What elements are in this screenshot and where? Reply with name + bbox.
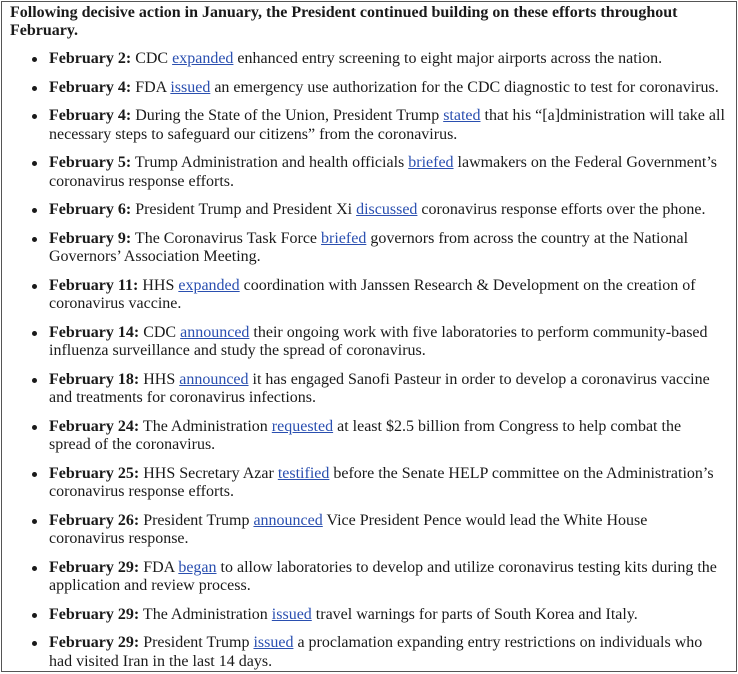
item-text-after: enhanced entry screening to eight major airports across the nation. [237, 50, 663, 67]
item-text-after: a proclamation expanding entry restrictions on individuals who had visited Iran in the last 14 days. [49, 634, 703, 670]
item-link[interactable]: announced [180, 323, 250, 341]
bullet-icon [32, 114, 37, 119]
item-text-before: CDC [143, 323, 177, 341]
item-text-after: it has engaged Sanofi Pasteur in order to develop a coronavirus vaccine and treatments for coronavirus infections. [49, 370, 710, 406]
item-date: February 25: [49, 464, 140, 482]
item-text-before: President Trump [143, 634, 250, 651]
list-item [2, 79, 736, 98]
list-item [2, 201, 736, 220]
item-text-after: coronavirus response efforts over the phone. [421, 201, 706, 218]
list-item [2, 606, 736, 625]
item-text-before: HHS Secretary Azar [143, 464, 274, 482]
item-link[interactable]: announced [253, 511, 323, 529]
item-text-before: The Administration [142, 417, 268, 435]
item-link[interactable]: expanded [172, 50, 234, 67]
item-text-after: before the Senate HELP committee on the Administration’s coronavirus response efforts. [49, 464, 714, 500]
document-frame [1, 1, 737, 672]
bullet-icon [32, 378, 37, 383]
item-date: February 5: [49, 154, 132, 171]
list-item [2, 418, 736, 455]
item-text-before: The Coronavirus Task Force [134, 229, 318, 247]
item-date: February 24: [49, 417, 140, 435]
item-text-after: that his “[a]dministration will take all necessary steps to safeguard our citizens” from the coronavirus. [49, 107, 725, 143]
item-text-before: FDA [135, 78, 167, 96]
item-text-before: The Administration [142, 605, 268, 623]
item-link[interactable]: testified [277, 464, 330, 482]
timeline-list [2, 50, 736, 671]
intro-heading: Following decisive action in January, the President continued building on these efforts throughout February. [10, 4, 678, 39]
bullet-icon [32, 86, 37, 91]
item-date: February 29: [49, 634, 140, 651]
item-text-before: During the State of the Union, President Trump [135, 107, 440, 124]
item-text-after: their ongoing work with five laboratories to perform community-based influenza surveillance and study the spread of coronavirus. [49, 323, 708, 359]
item-date: February 4: [49, 78, 132, 96]
item-link[interactable]: issued [253, 634, 294, 651]
item-link[interactable]: requested [271, 417, 334, 435]
item-link[interactable]: discussed [356, 201, 418, 218]
item-date: February 9: [49, 229, 132, 247]
bullet-icon [32, 519, 37, 524]
bullet-icon [32, 641, 37, 646]
item-text-after: Vice President Pence would lead the White House coronavirus response. [49, 511, 648, 547]
item-text-before: President Trump [143, 511, 250, 529]
bullet-icon [32, 237, 37, 242]
item-link[interactable]: briefed [321, 229, 367, 247]
bullet-icon [32, 566, 37, 571]
item-link[interactable]: issued [271, 605, 312, 623]
item-text-after: to allow laboratories to develop and utilize coronavirus testing kits during the application and review process. [49, 558, 717, 594]
item-text-after: coordination with Janssen Research & Development on the creation of coronavirus vaccine. [49, 276, 696, 312]
bullet-icon [32, 613, 37, 618]
list-item [2, 512, 736, 549]
item-link[interactable]: began [178, 558, 217, 576]
list-item [2, 465, 736, 502]
list-item [2, 559, 736, 596]
bullet-icon [32, 161, 37, 166]
item-text-before: President Trump and President Xi [135, 201, 353, 218]
item-text-after: governors from across the country at the National Governors’ Association Meeting. [49, 229, 689, 265]
list-item [2, 50, 736, 69]
item-link[interactable]: issued [170, 78, 211, 96]
item-link[interactable]: announced [179, 370, 249, 388]
list-item [2, 634, 736, 671]
item-text-after: at least $2.5 billion from Congress to help combat the spread of the coronavirus. [49, 417, 682, 453]
list-item [2, 277, 736, 314]
item-text-after: travel warnings for parts of South Korea and Italy. [315, 605, 638, 623]
item-text-before: HHS [143, 370, 176, 388]
bullet-icon [32, 208, 37, 213]
item-link[interactable]: briefed [408, 154, 454, 171]
bullet-icon [32, 57, 37, 62]
item-text-before: HHS [142, 276, 175, 294]
item-text-before: Trump Administration and health officials [134, 154, 405, 171]
list-item [2, 324, 736, 361]
bullet-icon [32, 284, 37, 289]
item-date: February 6: [49, 201, 132, 218]
item-text-after: an emergency use authorization for the CDC diagnostic to test for coronavirus. [214, 78, 719, 96]
item-date: February 11: [49, 276, 139, 294]
item-link[interactable]: expanded [178, 276, 240, 294]
list-item [2, 371, 736, 408]
item-text-after: lawmakers on the Federal Government’s coronavirus response efforts. [49, 154, 718, 190]
item-date: February 29: [49, 605, 140, 623]
item-date: February 29: [49, 558, 140, 576]
bullet-icon [32, 425, 37, 430]
item-date: February 14: [49, 323, 140, 341]
item-date: February 2: [49, 50, 132, 67]
item-date: February 18: [49, 370, 140, 388]
item-link[interactable]: stated [443, 107, 481, 124]
item-date: February 26: [49, 511, 140, 529]
item-date: February 4: [49, 107, 132, 124]
item-text-before: FDA [143, 558, 175, 576]
item-text-before: CDC [135, 50, 169, 67]
bullet-icon [32, 331, 37, 336]
bullet-icon [32, 472, 37, 477]
list-item [2, 230, 736, 267]
list-item [2, 154, 736, 191]
list-item [2, 107, 736, 144]
